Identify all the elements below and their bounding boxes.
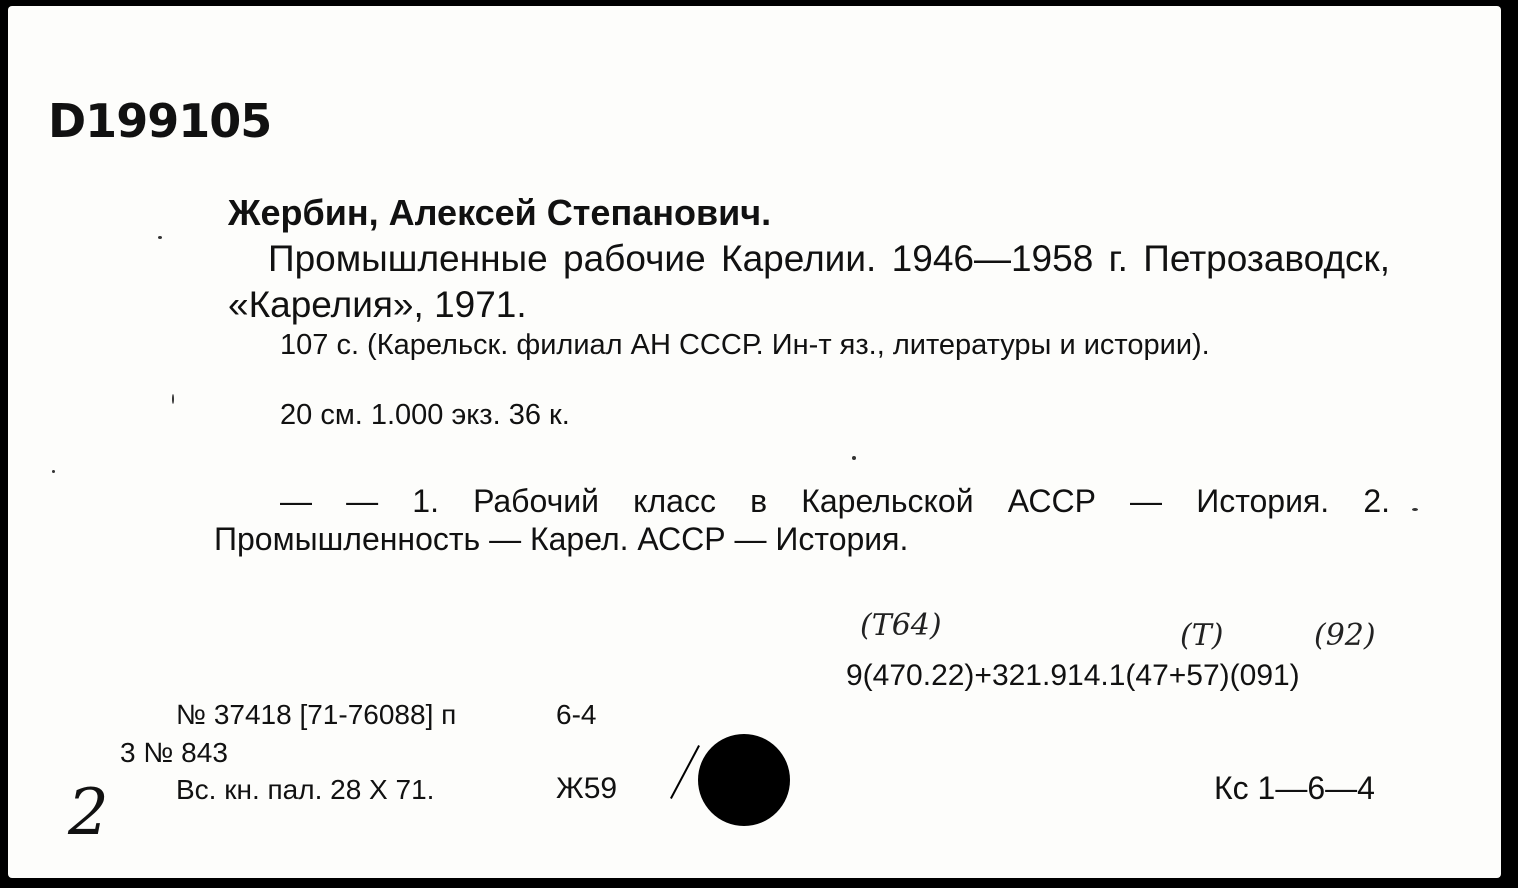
handwritten-note: (Т64) bbox=[860, 608, 942, 643]
size-and-copies: 20 см. 1.000 экз. 36 к. bbox=[280, 399, 570, 431]
print-number: 3 № 843 bbox=[120, 737, 228, 768]
handwritten-note: (Т) bbox=[1180, 618, 1224, 653]
subject-headings: — — 1. Рабочий класс в Карельской АССР — История. 2. Промышленность — Карел. АССР — История. bbox=[214, 483, 1390, 557]
author-mark: Ж59 bbox=[556, 772, 618, 805]
classification-index: 9(470.22)+321.914.1(47+57)(091) bbox=[846, 659, 1300, 692]
order-number: № 37418 [71-76088] п bbox=[176, 699, 457, 730]
speck bbox=[172, 394, 174, 404]
ink-blot bbox=[698, 734, 790, 826]
kc-code: Кс 1—6—4 bbox=[1214, 770, 1375, 806]
speck bbox=[52, 470, 55, 473]
ink-stroke bbox=[670, 745, 700, 799]
speck bbox=[852, 456, 856, 460]
speck bbox=[1412, 508, 1418, 511]
catalog-card bbox=[8, 6, 1501, 878]
speck bbox=[158, 236, 162, 239]
handwritten-digit: 2 bbox=[68, 776, 109, 850]
chamber-note: Вс. кн. пал. 28 X 71. bbox=[176, 774, 435, 805]
handwritten-note: (92) bbox=[1314, 618, 1376, 653]
author-heading: Жербин, Алексей Степанович. bbox=[228, 192, 772, 233]
order-code: 6-4 bbox=[556, 699, 597, 730]
book-title: Промышленные рабочие Карелии. 1946—1958 г. Петрозаводск, «Карелия», 1971. bbox=[228, 238, 1390, 325]
accession-number: D199105 bbox=[48, 94, 272, 148]
physical-details: 107 с. (Карельск. филиал АН СССР. Ин-т яз., литературы и истории). bbox=[280, 329, 1210, 361]
